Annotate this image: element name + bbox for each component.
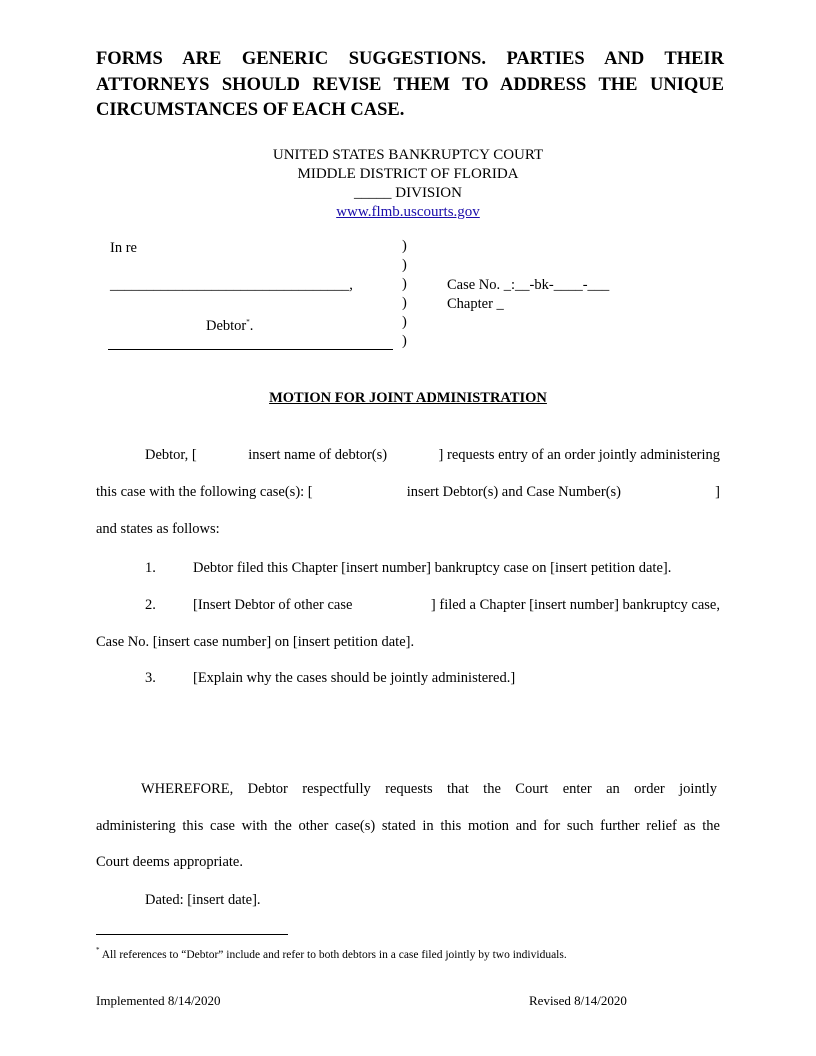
debtor-label-text: Debtor: [206, 318, 247, 334]
court-website-link[interactable]: www.flmb.uscourts.gov: [336, 204, 480, 220]
chapter-number: Chapter _: [447, 296, 504, 312]
footnote-text: All references to “Debtor” include and refer to both debtors in a case filed jointly by two individuals.: [101, 949, 567, 961]
court-division: _____ DIVISION: [354, 185, 462, 201]
caption-in-re: In re: [110, 240, 137, 256]
court-name: UNITED STATES BANKRUPTCY COURT: [272, 147, 544, 163]
case-number: Case No. _:__-bk-____-___: [447, 277, 610, 293]
intro-line-2: [96, 483, 720, 502]
caption-paren: ): [402, 314, 407, 330]
item-text-part: ] filed a Chapter [insert number] bankruptcy case,: [430, 597, 720, 613]
caption-rule: [108, 349, 393, 350]
footnote-mark: *: [96, 946, 100, 954]
dated-line: Dated: [insert date].: [145, 892, 261, 908]
caption-debtor-label: [206, 313, 253, 336]
intro-line-1: [145, 446, 720, 465]
caption-paren: ): [402, 333, 407, 349]
item-text: Debtor filed this Chapter [insert number] bankruptcy case on [insert petition date].: [193, 560, 672, 576]
debtor-footnote-mark: *: [246, 318, 250, 326]
item-text-part: [Insert Debtor of other case: [193, 597, 353, 613]
debtor-period: .: [249, 318, 254, 334]
court-header: [208, 146, 608, 222]
wherefore-line-1: WHEREFORE, Debtor respectfully requests that the Court enter an order jointly: [141, 781, 717, 797]
item-text-continuation: Case No. [insert case number] on [insert petition date].: [96, 634, 415, 650]
court-district: MIDDLE DISTRICT OF FLORIDA: [297, 166, 519, 182]
caption-paren: ): [402, 276, 407, 292]
caption-debtor-name-line: _________________________________,: [110, 277, 353, 293]
item-number: 1.: [145, 560, 156, 576]
intro-text: ]: [715, 484, 720, 500]
caption-paren: ): [402, 295, 407, 311]
item-text: [193, 596, 720, 615]
caption-paren: ): [402, 257, 407, 273]
intro-placeholder: insert name of debtor(s): [248, 447, 388, 463]
wherefore-line-3: Court deems appropriate.: [96, 854, 243, 870]
intro-text: this case with the following case(s): [: [96, 484, 313, 500]
intro-placeholder: insert Debtor(s) and Case Number(s): [406, 484, 621, 500]
intro-line-3: and states as follows:: [96, 521, 220, 537]
motion-title: MOTION FOR JOINT ADMINISTRATION: [269, 390, 547, 406]
footnote: [96, 946, 567, 961]
caption-parens: [402, 237, 414, 351]
wherefore-line-2: administering this case with the other case(s) stated in this motion and for such further relief as the: [96, 818, 720, 834]
disclaimer-heading: FORMS ARE GENERIC SUGGESTIONS. PARTIES AND THEIR ATTORNEYS SHOULD REVISE THEM TO ADDRESS THE UNIQUE CIRCUMSTANCES OF EACH CASE.: [96, 49, 724, 120]
item-number: 2.: [145, 597, 156, 613]
intro-text: Debtor, [: [145, 447, 197, 463]
item-number: 3.: [145, 670, 156, 686]
intro-text: ] requests entry of an order jointly administering: [438, 447, 720, 463]
footer-implemented: Implemented 8/14/2020: [96, 993, 221, 1008]
item-text: [Explain why the cases should be jointly administered.]: [193, 670, 516, 686]
footnote-rule: [96, 934, 288, 935]
footer-revised: Revised 8/14/2020: [529, 993, 627, 1008]
caption-paren: ): [402, 238, 407, 254]
